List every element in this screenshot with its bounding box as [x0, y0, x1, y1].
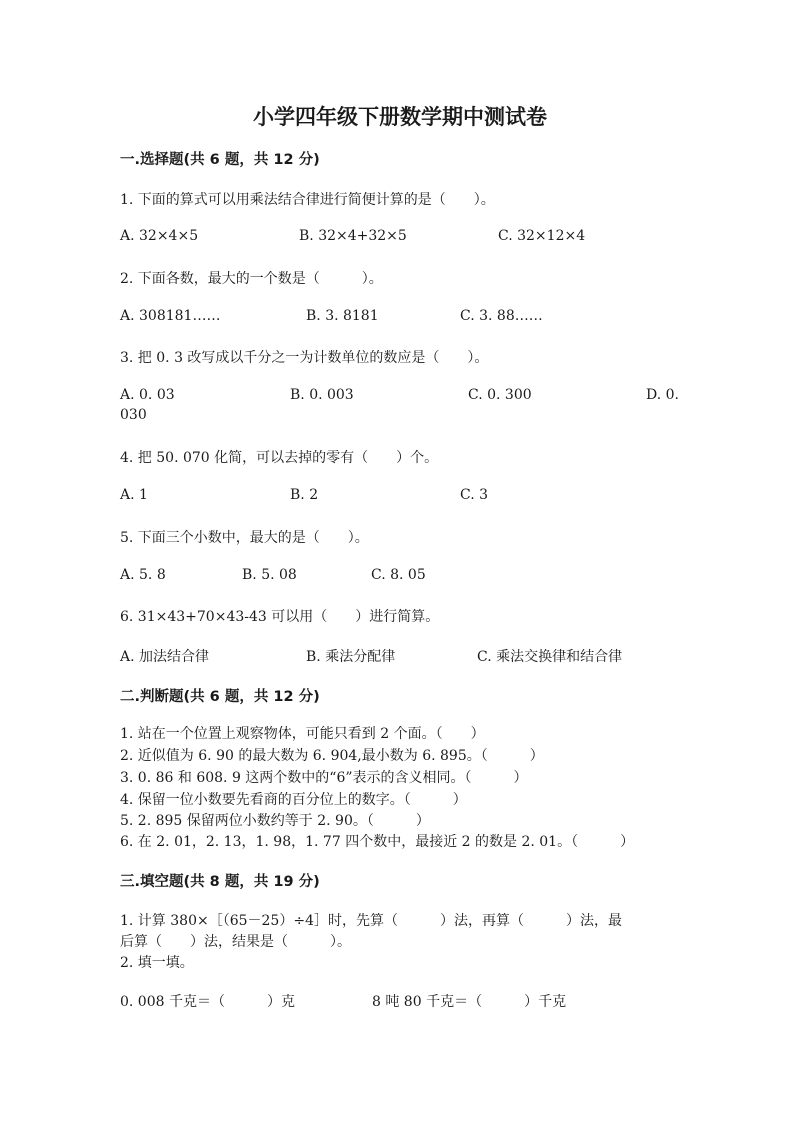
list-item: 3. 0. 86 和 608. 9 这两个数中的“6”表示的含义相同。（ ） — [120, 770, 528, 786]
question-text: 1. 下面的算式可以用乘法结合律进行简便计算的是（ ）。 — [120, 192, 495, 208]
question-text: 3. 把 0. 3 改写成以千分之一为计数单位的数应是（ ）。 — [120, 350, 489, 366]
fill-in-item: 0. 008 千克＝（ ）克 — [120, 994, 295, 1010]
question-text: 4. 把 50. 070 化简，可以去掉的零有（ ）个。 — [120, 450, 439, 466]
option-d-continued: 030 — [120, 407, 147, 423]
option-a: A. 1 — [120, 487, 148, 503]
list-item: 5. 2. 895 保留两位小数约等于 2. 90。（ ） — [120, 813, 430, 829]
option-c: C. 乘法交换律和结合律 — [477, 649, 623, 665]
section-heading-fill-in: 三.填空题(共 8 题，共 19 分) — [120, 874, 320, 890]
question-text-continued: 后算（ ）法，结果是（ ）。 — [120, 934, 351, 950]
option-a: A. 5. 8 — [120, 567, 166, 583]
question-text: 1. 计算 380×［（65－25）÷4］时，先算（ ）法，再算（ ）法，最 — [120, 913, 622, 929]
question-text: 5. 下面三个小数中，最大的是（ ）。 — [120, 530, 369, 546]
option-b: B. 2 — [290, 487, 319, 503]
option-c: C. 8. 05 — [371, 567, 426, 583]
option-c: C. 32×12×4 — [498, 228, 586, 244]
list-item: 4. 保留一位小数要先看商的百分位上的数字。（ ） — [120, 792, 467, 808]
question-text: 6. 31×43+70×43-43 可以用（ ）进行简算。 — [120, 609, 440, 625]
option-a: A. 32×4×5 — [120, 228, 199, 244]
option-c: C. 3 — [460, 487, 489, 503]
question-text: 2. 填一填。 — [120, 955, 194, 971]
section-heading-choice: 一.选择题(共 6 题，共 12 分) — [120, 152, 320, 168]
fill-in-item: 8 吨 80 千克＝（ ）千克 — [372, 994, 567, 1010]
question-text: 2. 下面各数，最大的一个数是（ ）。 — [120, 271, 383, 287]
section-heading-judgment: 二.判断题(共 6 题，共 12 分) — [120, 689, 320, 705]
option-c: C. 3. 88…… — [460, 308, 543, 324]
option-d: D. 0. — [646, 387, 679, 403]
option-b: B. 5. 08 — [242, 567, 297, 583]
option-a: A. 308181…… — [120, 308, 221, 324]
option-a: A. 加法结合律 — [120, 649, 210, 665]
option-b: B. 0. 003 — [290, 387, 354, 403]
option-c: C. 0. 300 — [468, 387, 532, 403]
page-title: 小学四年级下册数学期中测试卷 — [253, 104, 547, 129]
list-item: 1. 站在一个位置上观察物体，可能只看到 2 个面。（ ） — [120, 726, 485, 742]
option-a: A. 0. 03 — [120, 387, 175, 403]
option-b: B. 3. 8181 — [306, 308, 379, 324]
option-b: B. 32×4+32×5 — [299, 228, 407, 244]
option-b: B. 乘法分配律 — [306, 649, 396, 665]
list-item: 6. 在 2. 01，2. 13，1. 98，1. 77 四个数中，最接近 2 的数是 2. 01。（ ） — [120, 834, 635, 850]
list-item: 2. 近似值为 6. 90 的最大数为 6. 904,最小数为 6. 895。（ ） — [120, 748, 544, 764]
